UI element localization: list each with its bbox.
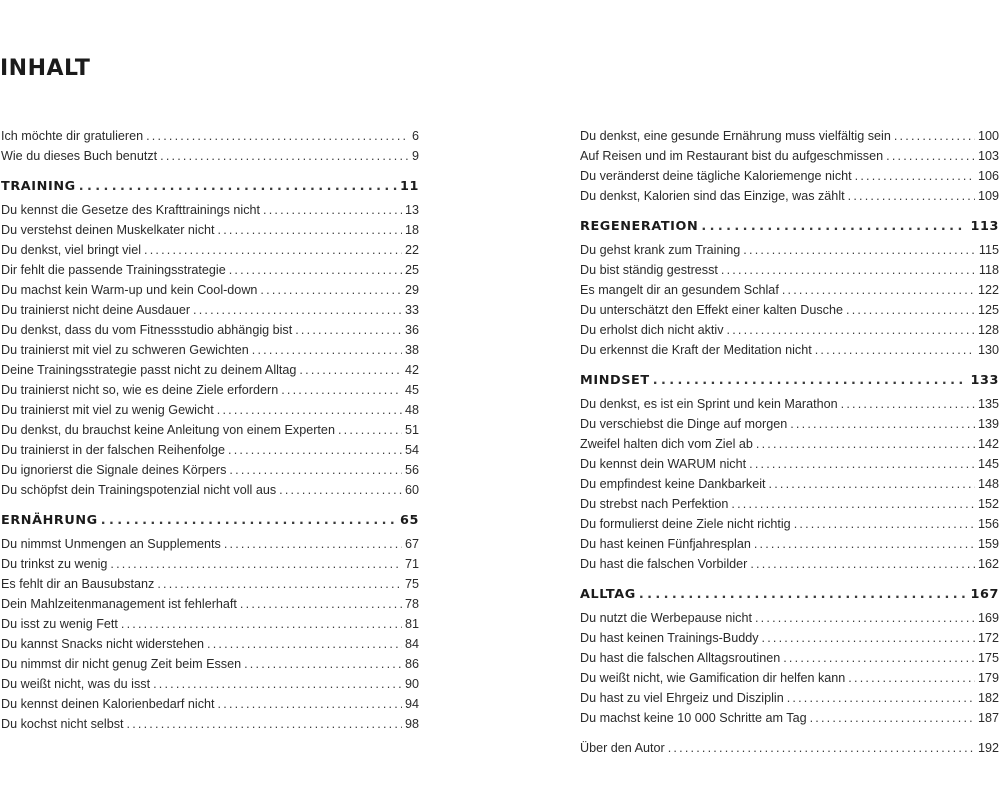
dot-leader xyxy=(815,340,975,360)
entry-title: Du denkst, eine gesunde Ernährung muss vielfältig sein xyxy=(580,129,891,143)
dot-leader xyxy=(848,186,975,206)
page-number: 42 xyxy=(404,363,419,377)
entry-title: Deine Trainingsstrategie passt nicht zu deinem Alltag xyxy=(1,363,297,377)
section-title: ALLTAG xyxy=(580,587,636,602)
page-number: 48 xyxy=(404,403,419,417)
page-number: 56 xyxy=(404,463,419,477)
page-number: 29 xyxy=(404,283,419,297)
toc-entry[interactable] xyxy=(1,260,419,280)
page-number: 81 xyxy=(404,617,419,631)
page-number: 78 xyxy=(404,597,419,611)
page-number: 122 xyxy=(977,283,999,297)
toc-entry[interactable] xyxy=(1,360,419,380)
toc-section-heading[interactable] xyxy=(1,176,419,198)
page-number: 86 xyxy=(404,657,419,671)
toc-section-heading[interactable] xyxy=(580,584,999,606)
toc-entry[interactable] xyxy=(580,708,999,728)
entry-title: Du weißt nicht, was du isst xyxy=(1,677,151,691)
entry-title: Dir fehlt die passende Trainingsstrategie xyxy=(1,263,226,277)
entry-title: Dein Mahlzeitenmanagement ist fehlerhaft xyxy=(1,597,237,611)
entry-title: Du nimmst Unmengen an Supplements xyxy=(1,537,221,551)
dot-leader xyxy=(750,554,975,574)
page-number: 9 xyxy=(411,149,419,163)
toc-entry[interactable] xyxy=(580,280,999,300)
entry-title: Du denkst, Kalorien sind das Einzige, was zählt xyxy=(580,189,845,203)
entry-title: Du erholst dich nicht aktiv xyxy=(580,323,724,337)
entry-title: Zweifel halten dich vom Ziel ab xyxy=(580,437,753,451)
dot-leader xyxy=(639,584,968,606)
dot-leader xyxy=(787,688,975,708)
page-number: 192 xyxy=(977,741,999,755)
page-number: 90 xyxy=(404,677,419,691)
page-number: 128 xyxy=(977,323,999,337)
dot-leader xyxy=(279,480,402,500)
page-number: 54 xyxy=(404,443,419,457)
toc-entry[interactable] xyxy=(580,534,999,554)
dot-leader xyxy=(749,454,975,474)
section-title: TRAINING xyxy=(1,179,76,194)
dot-leader xyxy=(127,714,402,734)
toc-entry[interactable] xyxy=(1,460,419,480)
page-number: 139 xyxy=(977,417,999,431)
toc-entry[interactable] xyxy=(1,340,419,360)
dot-leader xyxy=(146,126,409,146)
toc-entry[interactable] xyxy=(580,434,999,454)
toc-entry[interactable] xyxy=(580,186,999,206)
entry-title: Du trainierst mit viel zu schweren Gewichten xyxy=(1,343,249,357)
entry-title: Du trainierst mit viel zu wenig Gewicht xyxy=(1,403,214,417)
dot-leader xyxy=(756,434,975,454)
entry-title: Du denkst, du brauchst keine Anleitung von einem Experten xyxy=(1,423,335,437)
entry-title: Du empfindest keine Dankbarkeit xyxy=(580,477,766,491)
entry-title: Über den Autor xyxy=(580,741,665,755)
toc-section-heading[interactable] xyxy=(1,510,419,532)
entry-title: Du machst kein Warm-up und kein Cool-down xyxy=(1,283,258,297)
toc-entry[interactable] xyxy=(580,126,999,146)
page-number: 182 xyxy=(977,691,999,705)
entry-title: Du verstehst deinen Muskelkater nicht xyxy=(1,223,215,237)
entry-title: Du weißt nicht, wie Gamification dir helfen kann xyxy=(580,671,846,685)
dot-leader xyxy=(727,320,975,340)
toc-entry[interactable] xyxy=(1,440,419,460)
toc-entry[interactable] xyxy=(580,240,999,260)
toc-entry[interactable] xyxy=(1,420,419,440)
entry-title: Du kennst deinen Kalorienbedarf nicht xyxy=(1,697,215,711)
dot-leader xyxy=(240,594,402,614)
toc-entry[interactable] xyxy=(1,126,419,146)
entry-title: Du unterschätzt den Effekt einer kalten Dusche xyxy=(580,303,843,317)
page-number: 156 xyxy=(977,517,999,531)
dot-leader xyxy=(769,474,975,494)
page-number: 6 xyxy=(411,129,419,143)
section-title: MINDSET xyxy=(580,373,650,388)
dot-leader xyxy=(193,300,402,320)
toc-entry[interactable] xyxy=(580,146,999,166)
entry-title: Du kennst dein WARUM nicht xyxy=(580,457,747,471)
dot-leader xyxy=(228,440,402,460)
entry-title: Auf Reisen und im Restaurant bist du aufgeschmissen xyxy=(580,149,884,163)
entry-title: Du hast die falschen Alltagsroutinen xyxy=(580,651,781,665)
dot-leader xyxy=(846,300,975,320)
page-number: 11 xyxy=(399,179,419,194)
entry-title: Es mangelt dir an gesundem Schlaf xyxy=(580,283,779,297)
page-number: 98 xyxy=(404,717,419,731)
page-number: 33 xyxy=(404,303,419,317)
toc-entry[interactable] xyxy=(580,260,999,280)
toc-entry[interactable] xyxy=(580,474,999,494)
dot-leader xyxy=(886,146,975,166)
entry-title: Du kochst nicht selbst xyxy=(1,717,124,731)
entry-title: Du strebst nach Perfektion xyxy=(580,497,729,511)
toc-entry[interactable] xyxy=(1,300,419,320)
toc-entry[interactable] xyxy=(1,320,419,340)
toc-entry[interactable] xyxy=(580,166,999,186)
toc-entry[interactable] xyxy=(580,340,999,360)
page-number: 36 xyxy=(404,323,419,337)
page-number: 145 xyxy=(977,457,999,471)
dot-leader xyxy=(731,494,975,514)
toc-entry[interactable] xyxy=(1,594,419,614)
entry-title: Du nimmst dir nicht genug Zeit beim Essen xyxy=(1,657,242,671)
toc-entry[interactable] xyxy=(1,146,419,166)
toc-entry[interactable] xyxy=(580,394,999,414)
page-number: 125 xyxy=(977,303,999,317)
page-number: 152 xyxy=(977,497,999,511)
entry-title: Du kennst die Gesetze des Krafttrainings nicht xyxy=(1,203,261,217)
toc-entry[interactable] xyxy=(1,574,419,594)
entry-title: Es fehlt dir an Bausubstanz xyxy=(1,577,155,591)
dot-leader xyxy=(754,534,975,554)
dot-leader xyxy=(160,146,409,166)
page-number: 60 xyxy=(404,483,419,497)
dot-leader xyxy=(783,648,975,668)
toc-entry[interactable] xyxy=(580,300,999,320)
dot-leader xyxy=(157,574,402,594)
page-number: 148 xyxy=(977,477,999,491)
entry-title: Du veränderst deine tägliche Kaloriemenge nicht xyxy=(580,169,852,183)
page-number: 51 xyxy=(404,423,419,437)
toc-entry[interactable] xyxy=(1,280,419,300)
page-number: 25 xyxy=(404,263,419,277)
toc-section-heading[interactable] xyxy=(580,370,999,392)
dot-leader xyxy=(229,460,402,480)
entry-title: Du nutzt die Werbepause nicht xyxy=(580,611,752,625)
dot-leader xyxy=(810,708,975,728)
toc-left-column xyxy=(1,126,419,734)
entry-title: Du formulierst deine Ziele nicht richtig xyxy=(580,517,791,531)
toc-entry[interactable] xyxy=(1,614,419,634)
page-number: 22 xyxy=(404,243,419,257)
dot-leader xyxy=(841,394,975,414)
page-number: 45 xyxy=(404,383,419,397)
page-number: 142 xyxy=(977,437,999,451)
entry-title: Wie du dieses Buch benutzt xyxy=(1,149,158,163)
page-number: 167 xyxy=(970,587,999,602)
dot-leader xyxy=(782,280,975,300)
dot-leader xyxy=(153,674,402,694)
entry-title: Ich möchte dir gratulieren xyxy=(1,129,144,143)
entry-title: Du trainierst in der falschen Reihenfolge xyxy=(1,443,226,457)
dot-leader xyxy=(848,668,975,688)
page-number: 67 xyxy=(404,537,419,551)
toc-entry[interactable] xyxy=(1,220,419,240)
dot-leader xyxy=(101,510,397,532)
page-number: 115 xyxy=(978,243,999,257)
section-title: ERNÄHRUNG xyxy=(1,513,98,528)
entry-title: Du gehst krank zum Training xyxy=(580,243,741,257)
page-number: 75 xyxy=(404,577,419,591)
dot-leader xyxy=(894,126,975,146)
toc-entry[interactable] xyxy=(580,494,999,514)
dot-leader xyxy=(762,628,975,648)
page-number: 38 xyxy=(404,343,419,357)
dot-leader xyxy=(218,694,402,714)
dot-leader xyxy=(755,608,975,628)
toc-entry[interactable] xyxy=(1,654,419,674)
page-number: 187 xyxy=(977,711,999,725)
toc-entry[interactable] xyxy=(1,554,419,574)
dot-leader xyxy=(79,176,397,198)
toc-entry[interactable] xyxy=(1,634,419,654)
entry-title: Du hast keinen Trainings-Buddy xyxy=(580,631,759,645)
dot-leader xyxy=(244,654,402,674)
toc-entry[interactable] xyxy=(580,414,999,434)
page-number: 118 xyxy=(978,263,999,277)
dot-leader xyxy=(252,340,402,360)
page-number: 71 xyxy=(404,557,419,571)
toc-section-heading[interactable] xyxy=(580,216,999,238)
entry-title: Du isst zu wenig Fett xyxy=(1,617,118,631)
page-number: 103 xyxy=(977,149,999,163)
page-number: 172 xyxy=(977,631,999,645)
dot-leader xyxy=(144,240,402,260)
dot-leader xyxy=(217,400,402,420)
dot-leader xyxy=(281,380,402,400)
toc-entry[interactable] xyxy=(580,668,999,688)
entry-title: Du verschiebst die Dinge auf morgen xyxy=(580,417,788,431)
entry-title: Du kannst Snacks nicht widerstehen xyxy=(1,637,205,651)
entry-title: Du trinkst zu wenig xyxy=(1,557,108,571)
entry-title: Du trainierst nicht so, wie es deine Ziele erfordern xyxy=(1,383,279,397)
dot-leader xyxy=(794,514,975,534)
page-number: 65 xyxy=(399,513,419,528)
page-number: 133 xyxy=(970,373,999,388)
entry-title: Du denkst, es ist ein Sprint und kein Marathon xyxy=(580,397,838,411)
section-title: REGENERATION xyxy=(580,219,699,234)
page-number: 135 xyxy=(977,397,999,411)
entry-title: Du hast die falschen Vorbilder xyxy=(580,557,748,571)
entry-title: Du denkst, dass du vom Fitnessstudio abhängig bist xyxy=(1,323,293,337)
page-number: 13 xyxy=(404,203,419,217)
page-number: 130 xyxy=(977,343,999,357)
dot-leader xyxy=(721,260,976,280)
toc-entry[interactable] xyxy=(1,714,419,734)
dot-leader xyxy=(229,260,402,280)
entry-title: Du schöpfst dein Trainingspotenzial nicht voll aus xyxy=(1,483,277,497)
toc-entry[interactable] xyxy=(1,400,419,420)
toc-entry[interactable] xyxy=(580,608,999,628)
toc-entry[interactable] xyxy=(1,380,419,400)
page-number: 18 xyxy=(404,223,419,237)
dot-leader xyxy=(743,240,976,260)
toc-entry[interactable] xyxy=(1,674,419,694)
entry-title: Du bist ständig gestresst xyxy=(580,263,718,277)
page-number: 179 xyxy=(977,671,999,685)
toc-entry[interactable] xyxy=(580,514,999,534)
entry-title: Du denkst, viel bringt viel xyxy=(1,243,141,257)
dot-leader xyxy=(260,280,402,300)
page-title: INHALT xyxy=(0,56,91,81)
toc-entry[interactable] xyxy=(1,480,419,500)
page-number: 162 xyxy=(977,557,999,571)
toc-entry[interactable] xyxy=(580,648,999,668)
toc-entry[interactable] xyxy=(1,240,419,260)
entry-title: Du ignorierst die Signale deines Körpers xyxy=(1,463,227,477)
page-number: 109 xyxy=(977,189,999,203)
entry-title: Du machst keine 10 000 Schritte am Tag xyxy=(580,711,807,725)
toc-entry[interactable] xyxy=(580,554,999,574)
page-number: 159 xyxy=(977,537,999,551)
toc-entry[interactable] xyxy=(580,454,999,474)
page-number: 106 xyxy=(977,169,999,183)
dot-leader xyxy=(855,166,975,186)
dot-leader xyxy=(701,216,967,238)
page-number: 175 xyxy=(977,651,999,665)
toc-entry[interactable] xyxy=(580,738,999,758)
toc-entry[interactable] xyxy=(580,320,999,340)
dot-leader xyxy=(668,738,975,758)
page-number: 94 xyxy=(404,697,419,711)
dot-leader xyxy=(790,414,975,434)
page-number: 169 xyxy=(977,611,999,625)
dot-leader xyxy=(218,220,402,240)
dot-leader xyxy=(299,360,402,380)
toc-right-column xyxy=(580,126,999,758)
entry-title: Du trainierst nicht deine Ausdauer xyxy=(1,303,191,317)
toc-entry[interactable] xyxy=(1,694,419,714)
toc-entry[interactable] xyxy=(580,628,999,648)
page-number: 100 xyxy=(977,129,999,143)
page-number: 113 xyxy=(970,219,999,234)
toc-entry[interactable] xyxy=(580,688,999,708)
dot-leader xyxy=(263,200,402,220)
entry-title: Du hast keinen Fünfjahresplan xyxy=(580,537,751,551)
entry-title: Du hast zu viel Ehrgeiz und Disziplin xyxy=(580,691,784,705)
toc-entry[interactable] xyxy=(1,534,419,554)
dot-leader xyxy=(121,614,402,634)
dot-leader xyxy=(224,534,402,554)
dot-leader xyxy=(338,420,402,440)
toc-entry[interactable] xyxy=(1,200,419,220)
page-number: 84 xyxy=(404,637,419,651)
entry-title: Du erkennst die Kraft der Meditation nicht xyxy=(580,343,812,357)
dot-leader xyxy=(653,370,968,392)
dot-leader xyxy=(110,554,402,574)
dot-leader xyxy=(295,320,402,340)
dot-leader xyxy=(207,634,402,654)
